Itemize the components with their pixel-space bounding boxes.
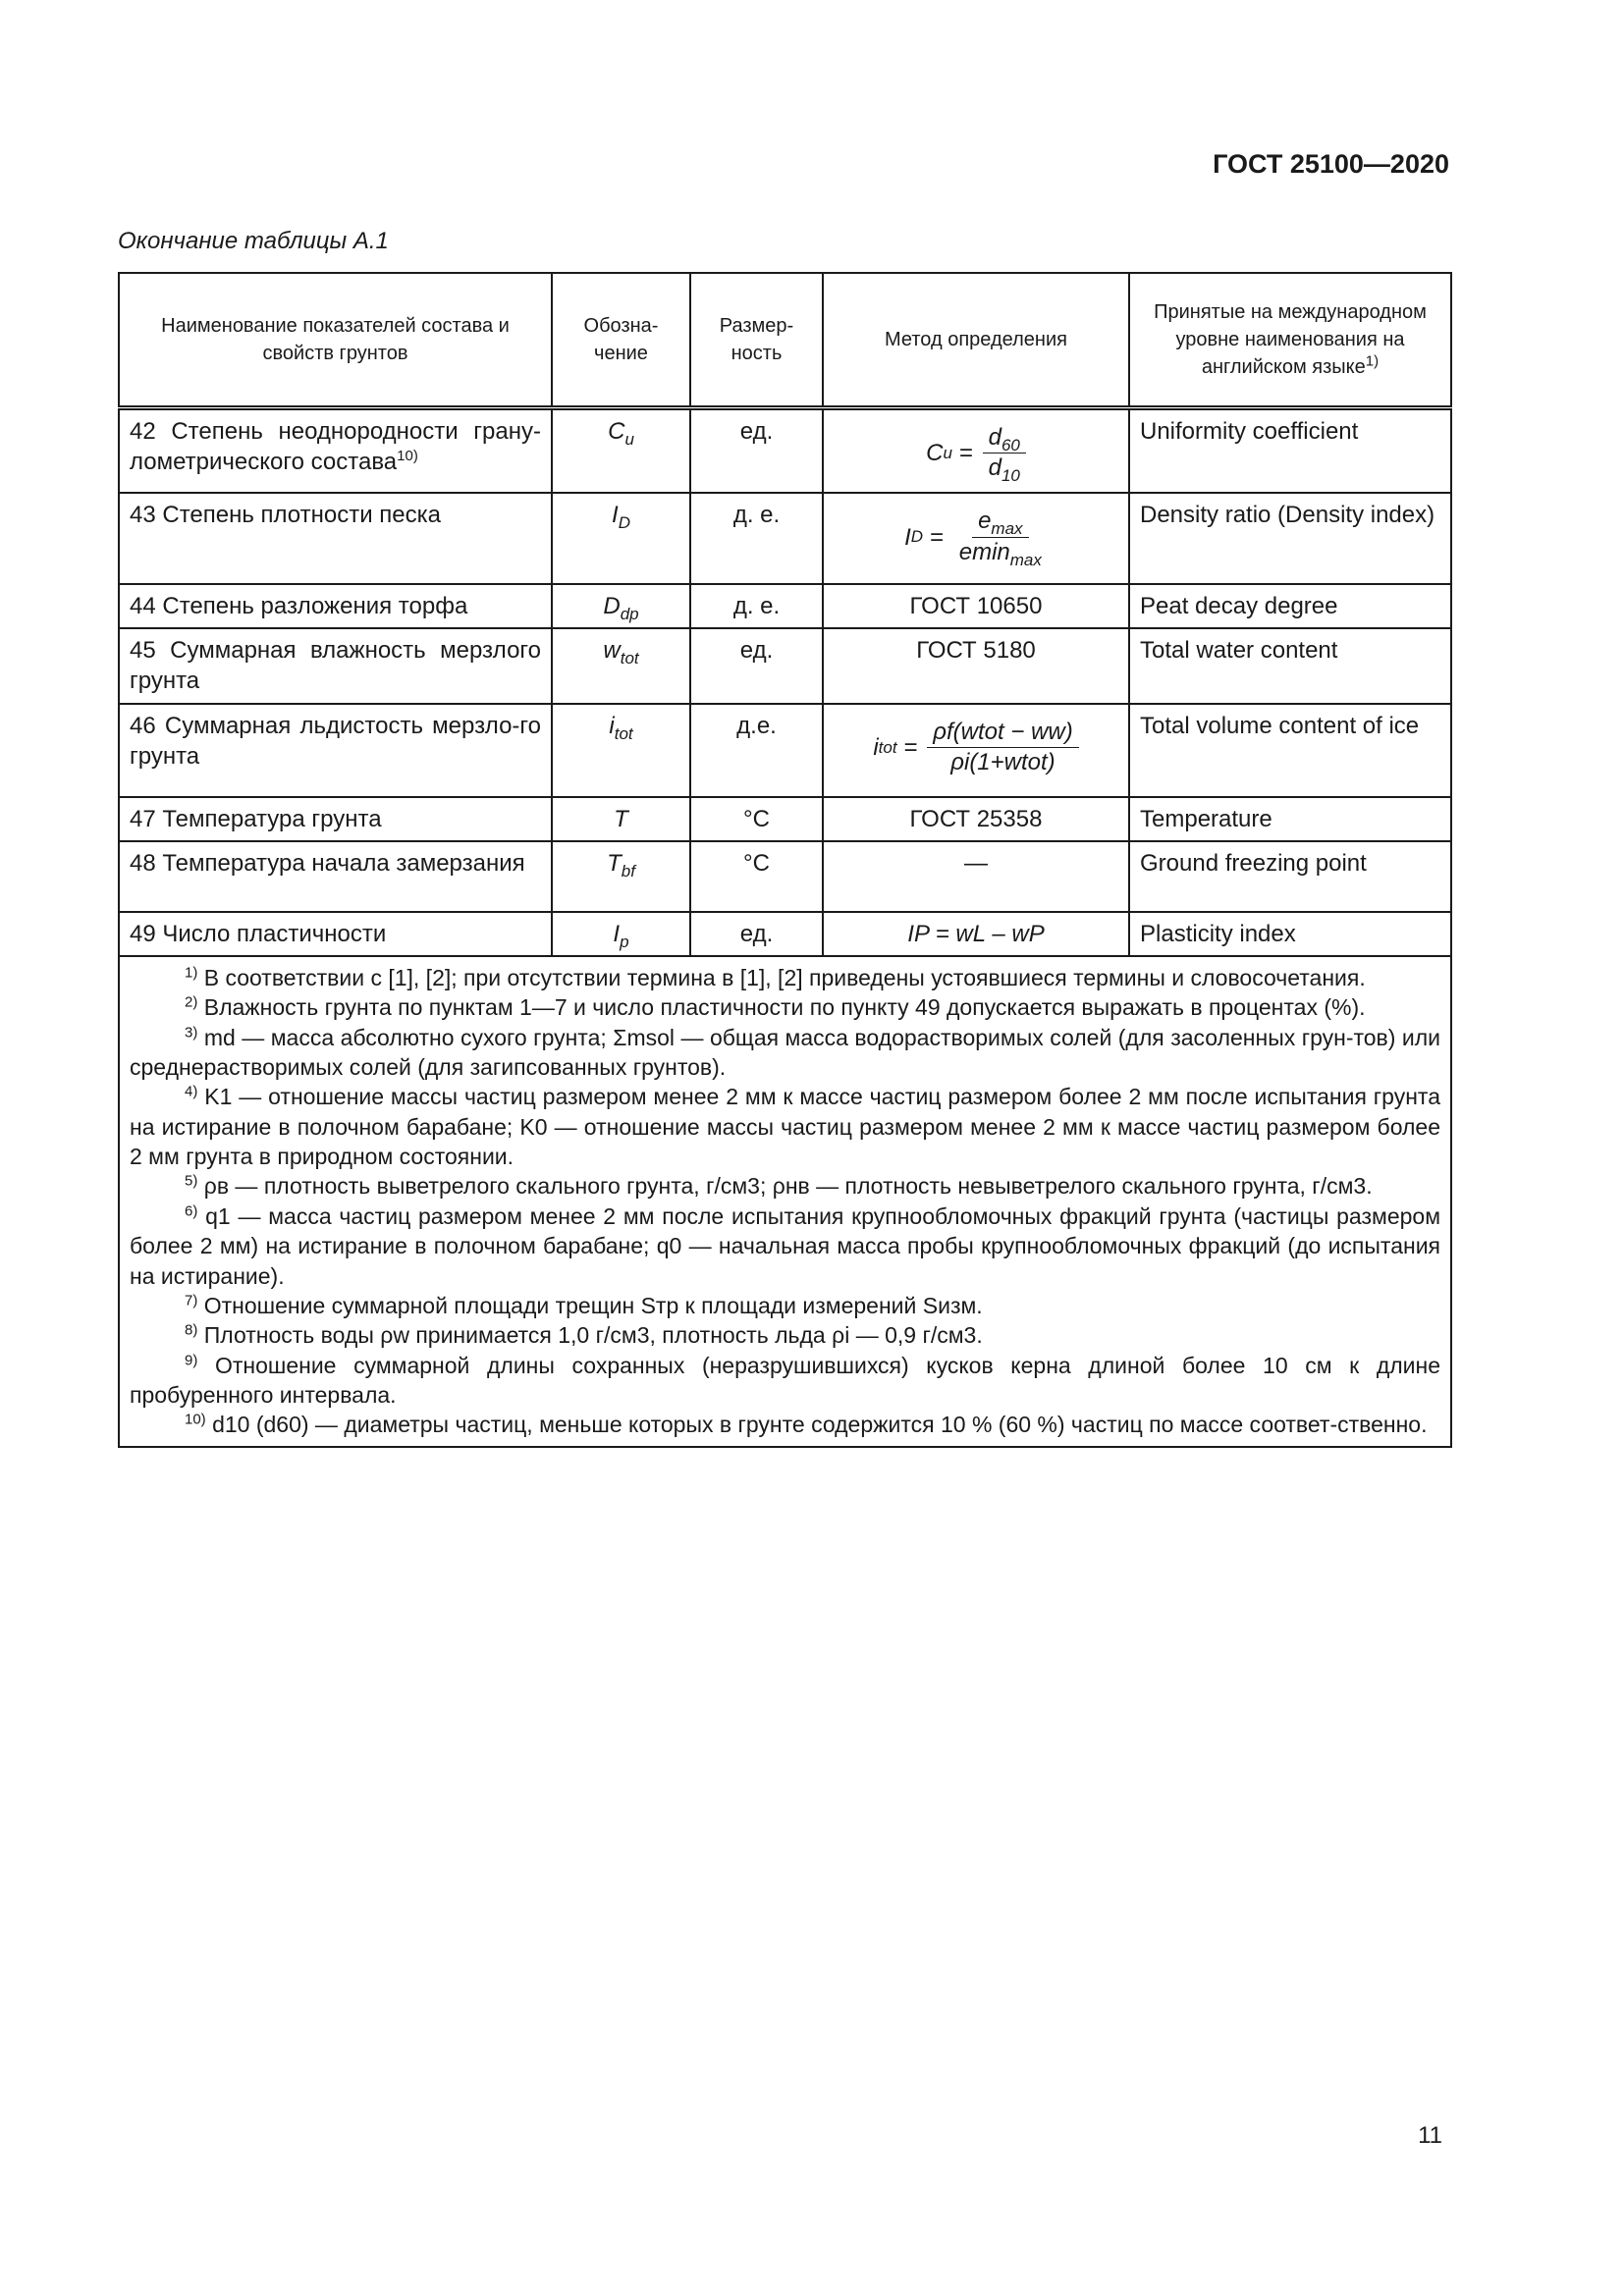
row-symbol xyxy=(552,628,690,703)
footnote-mark: 5) xyxy=(185,1172,198,1190)
footnote-text: d10 (d60) — диаметры частиц, меньше которых в грунте содержится 10 % (60 %) частиц по массе соответ-ственно. xyxy=(212,1412,1428,1438)
row-name: 48 Температура начала замерзания xyxy=(119,841,552,912)
row-english: Peat decay degree xyxy=(1129,584,1451,628)
table-row xyxy=(119,493,1451,584)
table-row xyxy=(119,797,1451,841)
symbol-base: C xyxy=(608,417,625,445)
formula-lhs: i xyxy=(873,734,879,762)
table-row xyxy=(119,628,1451,703)
footnote-text: ρв — плотность выветрелого скального грунта, г/см3; ρнв — плотность невыветрелого скального грунта, г/см3. xyxy=(203,1173,1373,1200)
row-unit: ед. xyxy=(690,912,823,956)
row-unit: д.е. xyxy=(690,704,823,797)
row-name: 47 Температура грунта xyxy=(119,797,552,841)
row-symbol xyxy=(552,493,690,584)
fraction-denominator: emin$_{max}$ xyxy=(958,538,1042,569)
row-name-text: 42 Степень неоднородности грану-лометрического состава xyxy=(130,417,541,475)
symbol-sub: tot xyxy=(614,723,633,743)
footnote-mark: 3) xyxy=(185,1024,198,1041)
row-unit: °C xyxy=(690,797,823,841)
row-method xyxy=(823,704,1129,797)
col-header-english-note: 1) xyxy=(1365,352,1380,370)
symbol-base: i xyxy=(609,712,615,739)
row-unit: °C xyxy=(690,841,823,912)
footnote-mark: 10) xyxy=(185,1411,206,1428)
footnote xyxy=(130,1171,1440,1201)
row-symbol xyxy=(552,704,690,797)
row-method xyxy=(823,407,1129,493)
footnote xyxy=(130,1082,1440,1171)
footnote xyxy=(130,1201,1440,1291)
symbol-sub: p xyxy=(620,932,629,951)
symbol-base: T xyxy=(614,805,628,832)
footnote-text: Влажность грунта по пунктам 1—7 и число пластичности по пункту 49 допускается выражать в процентах (%). xyxy=(203,994,1366,1021)
row-method: — xyxy=(823,841,1129,912)
footnote-text: K1 — отношение массы частиц размером менее 2 мм к массе частиц размером более 2 мм после испытания грунта на истирание в полочном барабане; K0 — отношение массы частиц размером менее 2 мм к массе частиц размером более 2 мм грунта в природном состоянии. xyxy=(130,1084,1440,1170)
fraction-numerator: ρf(wtot − ww) xyxy=(927,719,1078,749)
footnote-text: q1 — масса частиц размером менее 2 мм после испытания крупнообломочных фракций грунта (частицы размером более 2 мм) на истирание в полочном барабане; q0 — начальная масса пробы крупнообломочных фракций (до испытания на истирание). xyxy=(130,1202,1441,1289)
row-english: Temperature xyxy=(1129,797,1451,841)
row-english: Uniformity coefficient xyxy=(1129,407,1451,493)
footnote-text: md — масса абсолютно сухого грунта; Σmsol — общая масса водорастворимых солей (для засоленных грун-тов) или среднерастворимых солей (для загипсованных грунтов). xyxy=(130,1024,1441,1081)
row-unit: д. е. xyxy=(690,584,823,628)
symbol-base: T xyxy=(607,849,622,877)
symbol-sub: D xyxy=(618,512,630,532)
symbol-sub: bf xyxy=(621,861,635,881)
symbol-base: I xyxy=(613,920,621,947)
formula-lhs: C xyxy=(926,440,944,467)
row-method: ГОСТ 10650 xyxy=(823,584,1129,628)
row-unit: ед. xyxy=(690,628,823,703)
footnote-mark: 9) xyxy=(185,1351,198,1368)
table-notes xyxy=(119,956,1451,1447)
footnote xyxy=(130,1023,1440,1083)
row-name-note: 10) xyxy=(397,447,418,464)
row-method: IP = wL – wP xyxy=(823,912,1129,956)
row-name: 44 Степень разложения торфа xyxy=(119,584,552,628)
row-symbol xyxy=(552,584,690,628)
row-symbol xyxy=(552,912,690,956)
symbol-base: I xyxy=(612,502,619,528)
table-row xyxy=(119,407,1451,493)
table-row xyxy=(119,584,1451,628)
fraction xyxy=(953,507,1048,567)
row-english: Plasticity index xyxy=(1129,912,1451,956)
col-header-name: Наименование показателей состава и свойств грунтов xyxy=(119,273,552,407)
fraction xyxy=(927,719,1078,778)
document-code: ГОСТ 25100—2020 xyxy=(1213,149,1449,179)
footnote xyxy=(130,1320,1440,1350)
row-name: 46 Суммарная льдистость мерзло-го грунта xyxy=(119,704,552,797)
row-symbol xyxy=(552,841,690,912)
col-header-method: Метод определения xyxy=(823,273,1129,407)
footnote-text: В соответствии с [1], [2]; при отсутствии термина в [1], [2] приведены устоявшиеся термины и словосочетания. xyxy=(203,964,1366,990)
footnote xyxy=(130,1291,1440,1320)
footnote-text: Плотность воды ρw принимается 1,0 г/см3, плотность льда ρi — 0,9 г/см3. xyxy=(203,1322,983,1349)
row-english: Ground freezing point xyxy=(1129,841,1451,912)
uniformity-formula: C u = $\frac{d_{60}}{d_{10}}$ xyxy=(926,416,1026,484)
row-unit: ед. xyxy=(690,407,823,493)
footnote xyxy=(130,963,1440,992)
table-row xyxy=(119,704,1451,797)
row-name: 45 Суммарная влажность мерзлого грунта xyxy=(119,628,552,703)
footnote-mark: 1) xyxy=(185,964,198,982)
fraction-denominator: ρi(1+wtot) xyxy=(950,749,1056,776)
footnote xyxy=(130,1410,1440,1439)
col-header-unit: Размер-ность xyxy=(690,273,823,407)
ice-content-formula: i tot = $\frac{\text{ρf(wtot − ww)}}{\text{ρi(1+wtot)}}$ xyxy=(873,711,1078,778)
row-name: 43 Степень плотности песка xyxy=(119,493,552,584)
fraction xyxy=(983,424,1026,484)
footnote-mark: 8) xyxy=(185,1321,198,1339)
col-header-english-text: Принятые на международном уровне наименования на английском языке xyxy=(1154,300,1427,378)
row-name: 49 Число пластичности xyxy=(119,912,552,956)
symbol-base: w xyxy=(603,637,621,665)
page-number: 11 xyxy=(1418,2122,1442,2149)
fraction-numerator: $e_{max}$ xyxy=(972,507,1028,538)
density-formula: I D = $\frac{e_{max}}{emin_{max}}$ xyxy=(904,500,1048,567)
row-english: Density ratio (Density index) xyxy=(1129,493,1451,584)
footnote-text: Отношение суммарной площади трещин Sтр к площади измерений Sизм. xyxy=(203,1292,983,1318)
table-row xyxy=(119,912,1451,956)
footnote-mark: 7) xyxy=(185,1292,198,1309)
row-english: Total water content xyxy=(1129,628,1451,703)
fraction-denominator: $d_{10}$ xyxy=(988,454,1020,486)
table-row xyxy=(119,841,1451,912)
footnote-mark: 2) xyxy=(185,993,198,1011)
row-english: Total volume content of ice xyxy=(1129,704,1451,797)
footnote-mark: 4) xyxy=(185,1083,198,1100)
col-header-symbol: Обозна-чение xyxy=(552,273,690,407)
table-notes-row xyxy=(119,956,1451,1447)
footnote xyxy=(130,1351,1440,1411)
formula-lhs: I xyxy=(904,523,911,551)
properties-table xyxy=(118,272,1452,1448)
footnote xyxy=(130,992,1440,1022)
row-symbol xyxy=(552,407,690,493)
symbol-sub: u xyxy=(624,429,634,449)
row-unit: д. е. xyxy=(690,493,823,584)
row-name xyxy=(119,407,552,493)
table-caption: Окончание таблицы А.1 xyxy=(118,228,389,254)
row-method: ГОСТ 25358 xyxy=(823,797,1129,841)
symbol-sub: tot xyxy=(620,648,639,667)
fraction-numerator: $d_{60}$ xyxy=(983,424,1026,454)
footnote-mark: 6) xyxy=(185,1202,198,1220)
symbol-base: D xyxy=(603,593,621,619)
table-header-row xyxy=(119,273,1451,407)
row-method: ГОСТ 5180 xyxy=(823,628,1129,703)
col-header-english xyxy=(1129,273,1451,407)
symbol-sub: dp xyxy=(620,604,639,623)
footnote-text: Отношение суммарной длины сохранных (неразрушившихся) кусков керна длиной более 10 см к длине пробуренного интервала. xyxy=(130,1352,1441,1408)
row-method xyxy=(823,493,1129,584)
row-symbol xyxy=(552,797,690,841)
